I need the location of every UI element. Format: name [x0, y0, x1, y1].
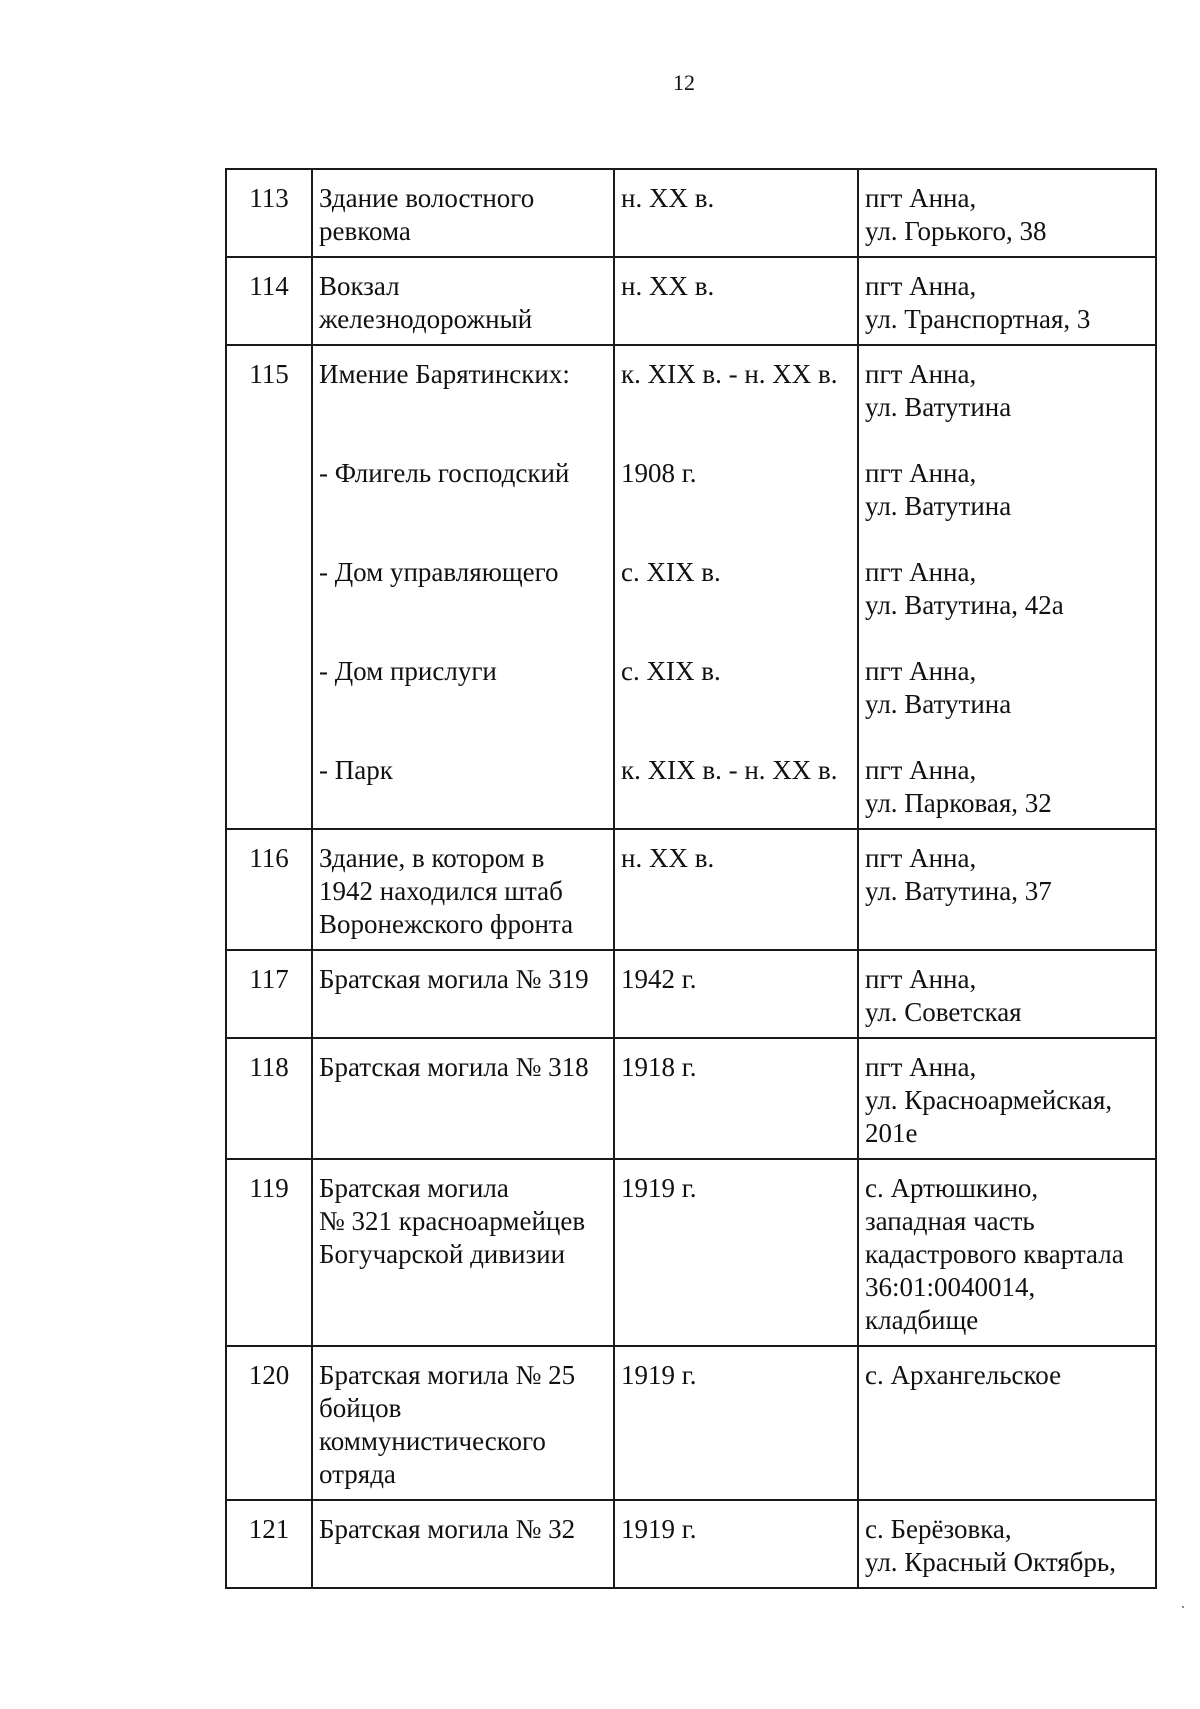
monuments-table: [225, 168, 1157, 1589]
object-address: с. Артюшкино, западная часть кадастрового квартала 36:01:0040014, кладбище: [858, 1159, 1156, 1346]
table-row: [226, 345, 1156, 829]
object-name: Здание, в котором в 1942 находился штаб Воронежского фронта: [312, 829, 614, 950]
subitem-date: 1908 г.: [621, 458, 697, 488]
page-number: 12: [673, 70, 695, 95]
object-address: пгт Анна, ул. Транспортная, 3: [858, 257, 1156, 345]
subitem-address: пгт Анна, ул. Парковая, 32: [865, 755, 1052, 818]
row-number: 119: [226, 1159, 312, 1346]
object-date: н. XX в.: [614, 829, 858, 950]
object-address: пгт Анна, ул. Красноармейская, 201е: [858, 1038, 1156, 1159]
object-address: пгт Анна, ул. Горького, 38: [858, 169, 1156, 257]
row-number: 121: [226, 1500, 312, 1588]
object-name: Здание волостного ревкома: [312, 169, 614, 257]
subitem-date: с. XIX в.: [621, 656, 721, 686]
object-address: с. Архангельское: [858, 1346, 1156, 1500]
object-name: Братская могила № 32: [312, 1500, 614, 1588]
object-date: 1942 г.: [614, 950, 858, 1038]
table-row: [226, 1500, 1156, 1588]
object-name: Вокзал железнодорожный: [312, 257, 614, 345]
table-row: [226, 1038, 1156, 1159]
object-date: 1918 г.: [614, 1038, 858, 1159]
subitem-name: - Парк: [319, 755, 393, 785]
object-date: [614, 345, 858, 829]
subitem-address: пгт Анна, ул. Ватутина: [865, 359, 1012, 422]
table-row: [226, 829, 1156, 950]
subitem-name: - Дом прислуги: [319, 656, 497, 686]
subitem-name: - Дом управляющего: [319, 557, 559, 587]
object-name: Братская могила № 321 красноармейцев Богучарской дивизии: [312, 1159, 614, 1346]
subitem-name: Имение Барятинских:: [319, 359, 570, 389]
subitem-address: пгт Анна, ул. Ватутина: [865, 656, 1012, 719]
row-number: 116: [226, 829, 312, 950]
row-number: 114: [226, 257, 312, 345]
subitem-date: к. XIX в. - н. XX в.: [621, 359, 838, 389]
object-date: н. XX в.: [614, 257, 858, 345]
table-row: [226, 950, 1156, 1038]
subitem-date: к. XIX в. - н. XX в.: [621, 755, 838, 785]
object-name: Братская могила № 25 бойцов коммунистического отряда: [312, 1346, 614, 1500]
object-date: 1919 г.: [614, 1346, 858, 1500]
object-date: н. XX в.: [614, 169, 858, 257]
row-number: 115: [226, 345, 312, 829]
row-number: 120: [226, 1346, 312, 1500]
object-address: [858, 345, 1156, 829]
row-number: 117: [226, 950, 312, 1038]
table-row: [226, 257, 1156, 345]
table-row: [226, 1346, 1156, 1500]
object-date: 1919 г.: [614, 1500, 858, 1588]
object-name: Братская могила № 318: [312, 1038, 614, 1159]
object-name: Братская могила № 319: [312, 950, 614, 1038]
scan-speck: [1182, 1606, 1184, 1608]
object-address: пгт Анна, ул. Советская: [858, 950, 1156, 1038]
table-row: [226, 169, 1156, 257]
object-name: [312, 345, 614, 829]
subitem-address: пгт Анна, ул. Ватутина, 42а: [865, 557, 1064, 620]
row-number: 118: [226, 1038, 312, 1159]
table-row: [226, 1159, 1156, 1346]
subitem-address: пгт Анна, ул. Ватутина: [865, 458, 1012, 521]
object-address: с. Берёзовка, ул. Красный Октябрь,: [858, 1500, 1156, 1588]
object-date: 1919 г.: [614, 1159, 858, 1346]
row-number: 113: [226, 169, 312, 257]
subitem-date: с. XIX в.: [621, 557, 721, 587]
object-address: пгт Анна, ул. Ватутина, 37: [858, 829, 1156, 950]
subitem-name: - Флигель господский: [319, 458, 570, 488]
